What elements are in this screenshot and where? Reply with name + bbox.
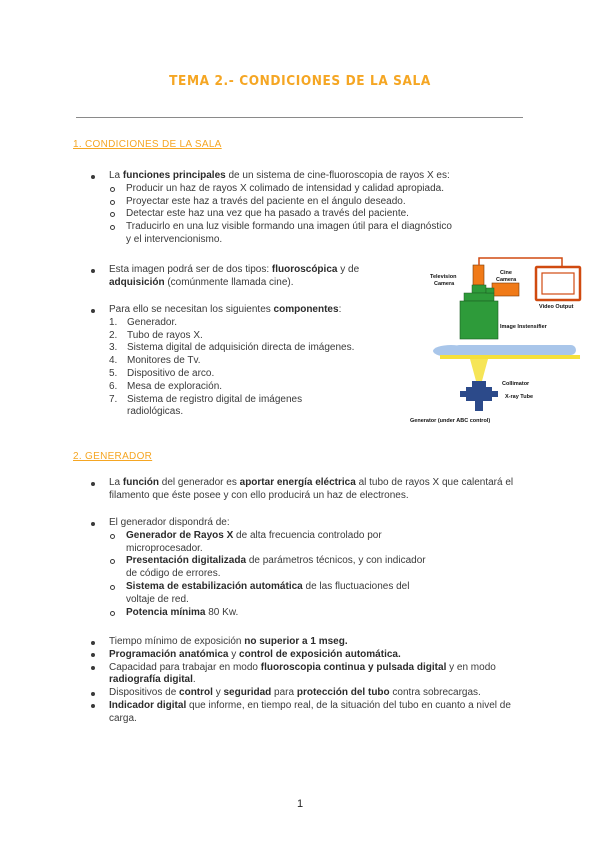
fluoroscopy-diagram [404,250,588,430]
bold-text: Presentación digitalizada [126,555,247,567]
item-text: Sistema de registro digital de imágenes radiológicas. [127,393,303,418]
section-heading-generator: 2. GENERADOR [73,451,153,462]
bold-text: adquisición [109,276,165,288]
item-text: Mesa de exploración. [127,380,223,392]
cine-camera [492,283,519,296]
bold-text: radiografía digital [109,674,193,686]
bold-text: protección del tubo [296,687,390,699]
text: de parámetros técnicos, y con indicador de código de errores. [126,555,426,580]
title-divider [76,117,523,118]
exam-table [440,355,580,359]
text: y de [337,264,360,275]
item-number: 6. [109,380,118,392]
text: y [228,648,240,660]
components-list [109,317,403,419]
tv-camera [473,265,484,285]
patient-body [454,345,576,355]
list-item [108,607,438,620]
generator-label: Generator (under ABC control) [410,418,491,424]
text: contra sobrecargas. [389,687,481,699]
xray-tube-label: X-ray Tube [505,394,534,400]
image-intensifier [460,301,498,339]
monitor-screen [542,273,574,294]
bold-text: fluoroscópica [271,264,338,275]
list-item: Detectar este haz una vez que ha pasado a través del paciente. [108,208,531,221]
section1-functions [91,170,531,247]
list-item [109,342,355,355]
page-number: 1 [296,798,304,810]
text: La [109,170,123,181]
list-item: Proyectar este haz a través del paciente en el ángulo deseado. [108,196,531,209]
item-number: 7. [109,393,118,405]
section1-components [91,304,403,419]
text: : [338,304,342,315]
bold-text: Potencia mínima [126,606,206,618]
list-item: Producir un haz de rayos X colimado de intensidad y calidad apropiada. [108,183,531,196]
bold-text: funciones principales [122,170,226,181]
bold-text: Indicador digital [109,699,187,711]
tv-camera-label: Television [430,274,457,280]
generator-features-list [108,530,438,620]
list-item [109,381,403,394]
item-number: 2. [109,329,118,341]
list-item [108,581,438,607]
bold-text: Generador de Rayos X [126,529,234,541]
generator-stem [475,401,483,411]
xray-tube-cap-right [492,391,498,397]
text: del generador es [159,477,240,488]
text: para [271,687,297,699]
item-text: Generador. [127,316,178,328]
bold-text: Programación anatómica [109,648,229,660]
text: de un sistema de cine-fluoroscopia de rayos X es: [225,170,450,181]
image-intensifier-label: Image Instensifier [500,324,547,330]
bullet-generator-function [91,477,536,503]
text: Para ello se necesitan los siguientes [109,304,274,315]
text: (comúnmente llamada cine). [164,276,294,288]
optics-neck [472,285,486,293]
list-item [109,355,403,368]
text: 80 Kw. [205,606,239,618]
bullet-generator-features: El generador dispondrá de: [91,517,536,530]
bullet-components [91,304,403,317]
bullet-digital-indicator [91,700,536,726]
text: y [212,687,224,699]
list-item [109,368,403,381]
item-number: 4. [109,355,118,367]
text: y en modo [446,661,496,673]
list-item [108,555,438,581]
text: que informe, en tiempo real, de la situación del tubo en cuanto a nivel de carga. [109,699,511,724]
bold-text: Sistema de estabilización automática [126,580,303,592]
list-item: Traducirlo en una luz visible formando una imagen útil para el diagnóstico y el intervencionismo. [108,221,456,247]
video-output-label: Video Output [539,304,574,310]
functions-list [108,183,531,247]
list-item [109,394,355,420]
text: Capacidad para trabajar en modo [109,661,261,673]
text: al tubo de rayos X que calentará el filamento que éste posee y con ello producirá un haz de electrones. [109,477,514,501]
list-item [109,317,403,330]
bold-text: seguridad [223,687,272,699]
cine-coupler [486,288,494,293]
cine-camera-label-2: Camera [496,277,517,283]
bullet-safety-devices [91,687,536,700]
text: Dispositivos de [109,687,180,699]
bold-text: fluoroscopia continua y pulsada digital [260,661,447,673]
bold-text: aportar energía eléctrica [239,477,356,488]
cine-camera-label: Cine [500,270,512,276]
text: La [109,477,123,488]
item-text: Sistema digital de adquisición directa de imágenes. [127,342,355,354]
bullet-image-types [91,264,403,290]
bold-text: control [179,687,213,699]
tv-camera-label-2: Camera [434,281,455,287]
collimator [472,381,486,387]
bullet-functions [91,170,531,183]
video-cable [479,258,562,267]
section-heading-conditions: 1. CONDICIONES DE LA SALA [73,139,222,150]
item-text: Tubo de rayos X. [127,329,203,341]
item-number: 1. [109,316,118,328]
bullet-anatomic-programming [91,649,536,662]
item-number: 5. [109,367,118,379]
list-item [108,530,438,556]
page-title: TEMA 2.- CONDICIONES DE LA SALA [169,73,431,89]
xray-beam [470,359,488,381]
section2-features [91,517,536,619]
bold-text: componentes [273,304,339,315]
bold-text: función [122,477,160,488]
item-text: Dispositivo de arco. [127,367,215,379]
item-text: Monitores de Tv. [127,355,201,367]
optics-coupler [464,293,494,301]
bold-text: no superior a 1 mseg. [244,636,348,647]
section2-function [91,477,536,503]
text: de las fluctuaciones del voltaje de red. [126,580,410,605]
item-number: 3. [109,342,118,354]
list-item [109,330,403,343]
text: Esta imagen podrá ser de dos tipos: [109,264,272,275]
bullet-work-modes [91,662,536,688]
collimator-label: Collimator [502,381,530,387]
section2-specs [91,636,536,726]
text: Tiempo mínimo de exposición [109,636,245,647]
bold-text: control de exposición automática. [239,648,401,660]
xray-tube-cap-left [460,391,466,397]
bullet-exposure-time [91,636,536,649]
text: de alta frecuencia controlado por microprocesador. [126,529,382,554]
xray-tube [466,387,492,401]
text: . [192,674,196,686]
section1-image-types [91,264,403,290]
